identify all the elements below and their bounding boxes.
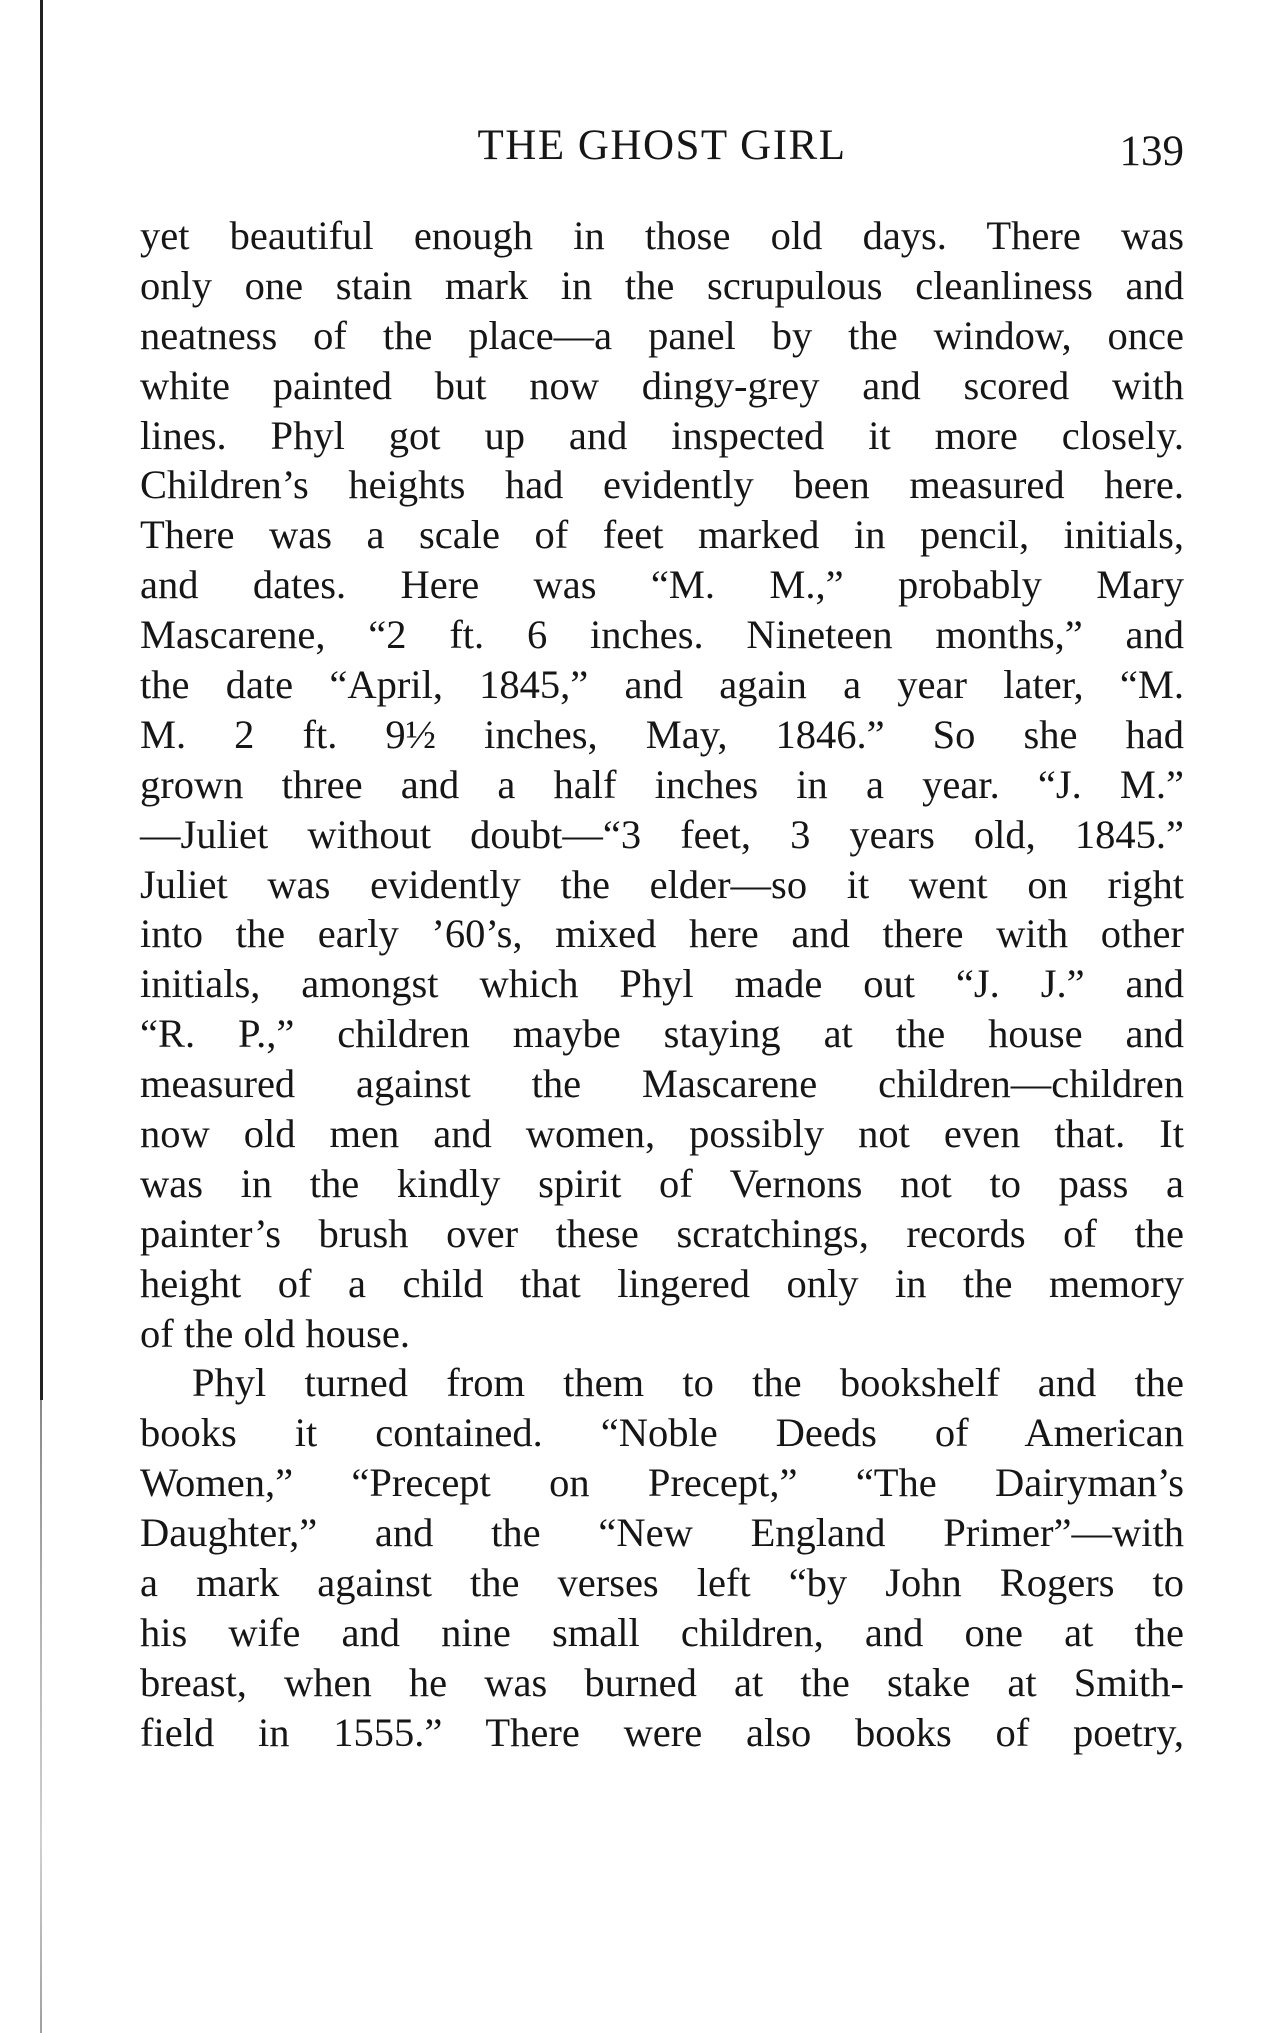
text-line: was in the kindly spirit of Vernons not to pass a xyxy=(140,1160,1184,1206)
text-line: initials, amongst which Phyl made out “J. J.” and xyxy=(140,961,1184,1007)
text-line: books it contained. “Noble Deeds of American xyxy=(140,1410,1184,1456)
running-title: THE GHOST GIRL xyxy=(477,122,847,169)
binding-edge xyxy=(40,0,43,1400)
text-line: a mark against the verses left “by John Rogers to xyxy=(140,1560,1184,1606)
text-line: now old men and women, possibly not even that. It xyxy=(140,1111,1184,1157)
text-line: lines. Phyl got up and inspected it more closely. xyxy=(140,412,1184,458)
text-line: Children’s heights had evidently been measured here. xyxy=(140,462,1184,508)
text-line: his wife and nine small children, and one at the xyxy=(140,1609,1184,1655)
text-line: M. 2 ft. 9½ inches, May, 1846.” So she had xyxy=(140,711,1184,757)
text-line: Women,” “Precept on Precept,” “The Dairyman’s xyxy=(140,1460,1184,1506)
text-line: grown three and a half inches in a year. “J. M.” xyxy=(140,761,1184,807)
paragraph-start-line: Phyl turned from them to the bookshelf and the xyxy=(192,1360,1184,1406)
text-line: field in 1555.” There were also books of poetry, xyxy=(140,1709,1184,1755)
text-line: only one stain mark in the scrupulous cleanliness and xyxy=(140,262,1184,308)
text-line: breast, when he was burned at the stake at Smith- xyxy=(140,1659,1184,1705)
text-line: neatness of the place—a panel by the window, once xyxy=(140,312,1184,358)
text-line: Juliet was evidently the elder—so it went on right xyxy=(140,861,1184,907)
text-line: yet beautiful enough in those old days. There was xyxy=(140,213,1184,258)
body-text xyxy=(140,211,1184,1758)
text-line: white painted but now dingy-grey and scored with xyxy=(140,362,1184,408)
text-line: Mascarene, “2 ft. 6 inches. Nineteen months,” and xyxy=(140,612,1184,658)
text-line: height of a child that lingered only in the memory xyxy=(140,1260,1184,1306)
paragraph-end-line: of the old house. xyxy=(140,1310,410,1356)
text-line: —Juliet without doubt—“3 feet, 3 years old, 1845.” xyxy=(140,811,1184,857)
text-line: the date “April, 1845,” and again a year later, “M. xyxy=(140,662,1184,708)
text-line: measured against the Mascarene children—children xyxy=(140,1061,1184,1107)
text-line: into the early ’60’s, mixed here and there with other xyxy=(140,911,1184,957)
binding-edge-lower xyxy=(40,1400,42,2033)
text-line: “R. P.,” children maybe staying at the house and xyxy=(140,1011,1184,1057)
page-number: 139 xyxy=(1119,128,1184,175)
running-head xyxy=(140,116,1184,176)
text-line: and dates. Here was “M. M.,” probably Mary xyxy=(140,562,1184,608)
text-line: painter’s brush over these scratchings, records of the xyxy=(140,1210,1184,1256)
text-line: There was a scale of feet marked in pencil, initials, xyxy=(140,512,1184,558)
text-line: Daughter,” and the “New England Primer”—with xyxy=(140,1510,1184,1556)
